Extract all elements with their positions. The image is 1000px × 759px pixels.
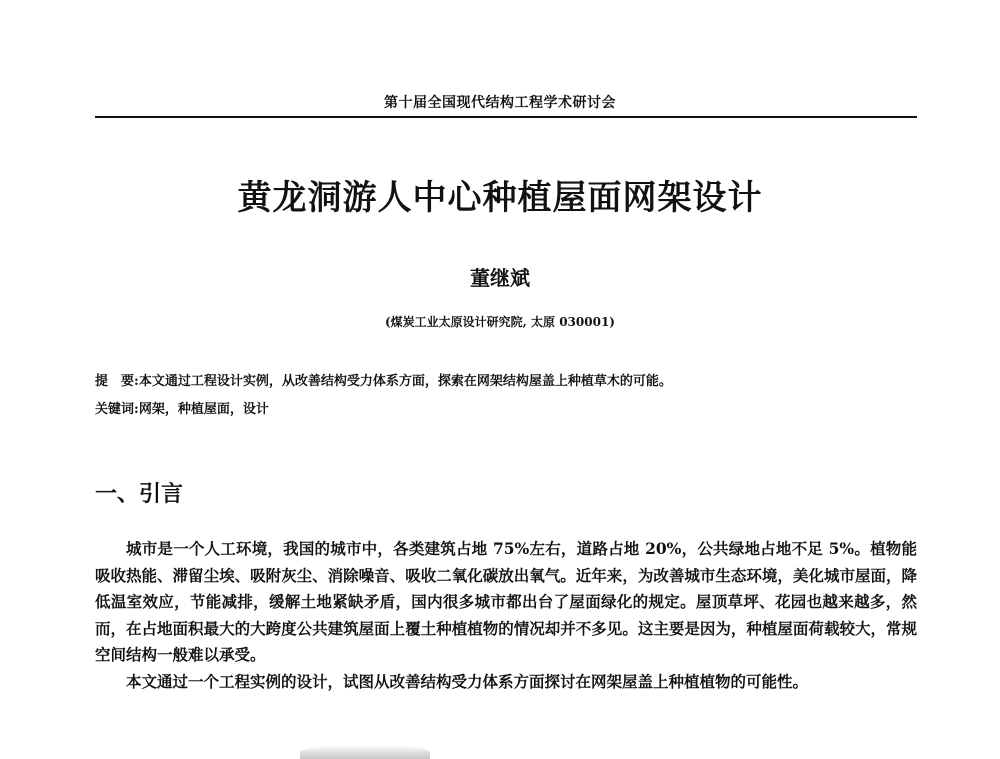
keywords-label: 关键词: [95,402,139,417]
author-affiliation: (煤炭工业太原设计研究院, 太原 030001) [385,315,615,329]
keywords-text: 网架，种植屋面，设计 [138,402,269,417]
header-rule [95,116,917,118]
keywords-line [95,398,269,417]
body-paragraph: 城市是一个人工环境，我国的城市中，各类建筑占地 75%左右，道路占地 20%，公共绿地占地不足 5%。植物能吸收热能、滞留尘埃、吸附灰尘、消除噪音、吸收二氧化碳放出氧气。近年来，为改善城市生态环境，美化城市屋面，降低温室效应，节能减排，缓解土地紧缺矛盾，国内很多城市都出台了屋面绿化的规定。屋顶草坪、花园也越来越多，然而，在占地面积最大的大跨度公共建筑屋面上覆土种植植物的情况却并不多见。这主要是因为，种植屋面荷载较大，常规空间结构一般难以承受。 [95,539,917,664]
abstract-label: 提 要: [95,374,139,389]
abstract-line [95,370,672,389]
paper-title: 黄龙洞游人中心种植屋面网架设计 [237,178,763,218]
scan-smudge [300,745,430,759]
section-body [95,536,917,695]
body-paragraph: 本文通过一个工程实例的设计，试图从改善结构受力体系方面探讨在网架屋盖上种植植物的可能性。 [126,671,809,691]
abstract-text: 本文通过工程设计实例，从改善结构受力体系方面，探索在网架结构屋盖上种植草木的可能。 [138,374,672,389]
section-heading: 一、引言 [95,482,184,507]
author-name: 董继斌 [470,266,530,290]
running-header: 第十届全国现代结构工程学术研讨会 [384,95,616,111]
